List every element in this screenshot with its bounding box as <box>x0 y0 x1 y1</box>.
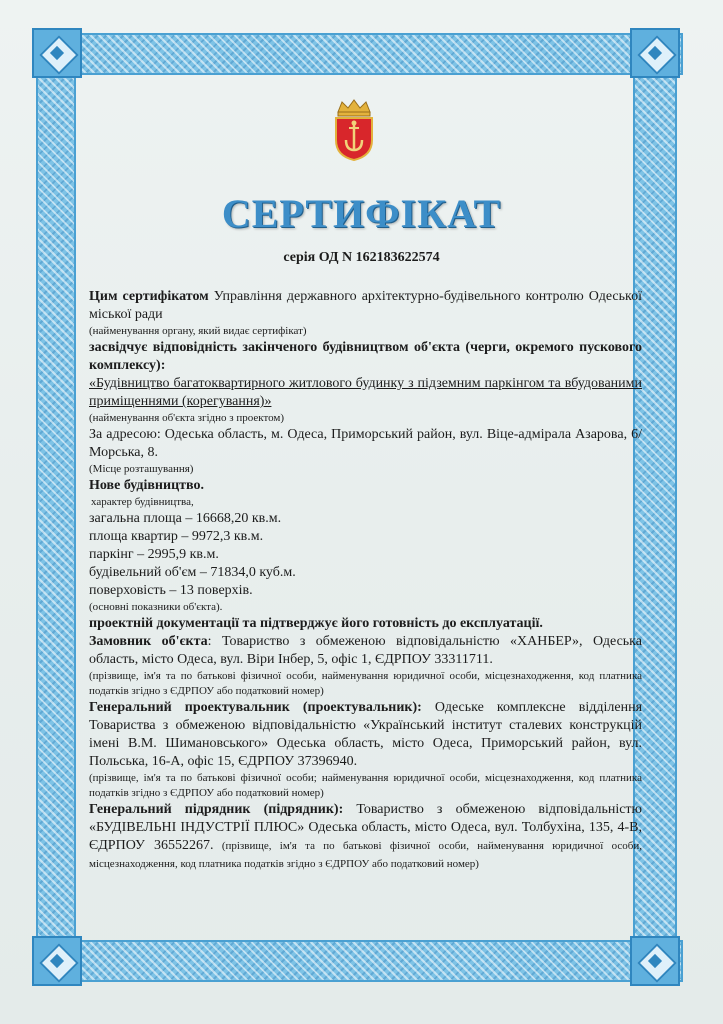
issuer-lead: Цим сертифікатом <box>89 289 209 304</box>
object-name: «Будівництво багатоквартирного житлового будинку з підземним паркінгом та вбудованими приміщеннями (корегування)» <box>89 376 642 409</box>
ornamental-border-top <box>40 33 683 75</box>
indicators-note: (основні показники об'єкта). <box>89 601 223 613</box>
indicator-floors: поверховість – 13 поверхів. <box>89 583 253 598</box>
designer-note: (прізвище, ім'я та по батькові фізичної особи; найменування юридичної особи, місцезнаходження, код платника податків згідно з ЄДРПОУ або податковий номер) <box>89 772 642 799</box>
certificate-serial-number: серія ОД N 162183622574 <box>283 250 440 265</box>
certificate-title: СЕРТИФІКАТ <box>221 191 502 236</box>
construction-type: Нове будівництво. <box>89 478 204 493</box>
ornamental-border-left <box>36 40 76 980</box>
indicator-apartments-area: площа квартир – 9972,3 кв.м. <box>89 529 264 544</box>
contractor-note: (прізвище, ім'я та по батькові фізичної особи, найменування юридичної особи, місцезнаходження, код платника податків згідно з ЄДРПОУ або податковий номер) <box>89 840 642 870</box>
indicator-volume: будівельний об'єм – 71834,0 куб.м. <box>89 565 296 580</box>
object-note: (найменування об'єкта згідно з проектом) <box>89 412 285 424</box>
contractor-paragraph <box>89 801 642 873</box>
ornamental-border-bottom <box>40 940 683 982</box>
corner-ornament-top-right <box>630 28 680 78</box>
designer-paragraph <box>89 699 642 771</box>
address-note: (Місце розташування) <box>89 463 194 475</box>
object-address: За адресою: Одеська область, м. Одеса, Приморський район, вул. Віце-адмірала Азарова, 6/ Морська, 8. <box>89 427 642 460</box>
corner-ornament-bottom-right <box>630 936 680 986</box>
corner-ornament-bottom-left <box>32 936 82 986</box>
certificate-body <box>89 288 642 873</box>
readiness-statement: проектній документації та підтверджує його готовність до експлуатації. <box>89 616 543 631</box>
customer-details: : Товариство з обмеженою відповідальністю «ХАНБЕР», Одеська область, місто Одеса, вул. Віри Інбер, 5, офіс 1, ЄДРПОУ 33311711. <box>89 634 642 667</box>
issuer-paragraph <box>89 288 642 324</box>
customer-paragraph <box>89 633 642 669</box>
corner-ornament-top-left <box>32 28 82 78</box>
construction-note: характер будівництва, <box>91 496 194 508</box>
indicator-parking: паркінг – 2995,9 кв.м. <box>89 547 219 562</box>
customer-note: (прізвище, ім'я та по батькові фізичної особи, найменування юридичної особи, місцезнаходження, код платника податків згідно з ЄДРПОУ або податковий номер) <box>89 670 642 697</box>
contractor-label: Генеральний підрядник (підрядник): <box>89 802 344 817</box>
contractor-details: Товариство з обмеженою відповідальністю «БУДІВЕЛЬНІ ІНДУСТРІЇ ПЛЮС» Одеська область, місто Одеса, вул. Толбухіна, 135, 4-В, ЄДРПОУ 36552267. <box>89 802 642 853</box>
issuer-note: (найменування органу, який видає сертифікат) <box>89 325 307 337</box>
customer-label: Замовник об'єкта <box>89 634 208 649</box>
designer-label: Генеральний проектувальник (проектувальник): <box>89 700 422 715</box>
issuer-name: Управління державного архітектурно-будівельного контролю Одеської міської ради <box>89 289 642 322</box>
odesa-coat-of-arms-icon <box>332 98 376 162</box>
indicator-total-area: загальна площа – 16668,20 кв.м. <box>89 511 282 526</box>
designer-details: Одеське комплексне відділення Товариства з обмеженою відповідальністю «Український інститут сталевих конструкцій імені В.М. Шимановського» Одеська область, місто Одеса, Приморський район, вул. Польська, 16-А, офіс 15, ЄДРПОУ 37396940. <box>89 700 643 769</box>
certifies-statement: засвідчує відповідність закінченого будівництвом об'єкта (черги, окремого пускового комплексу): <box>89 340 642 373</box>
